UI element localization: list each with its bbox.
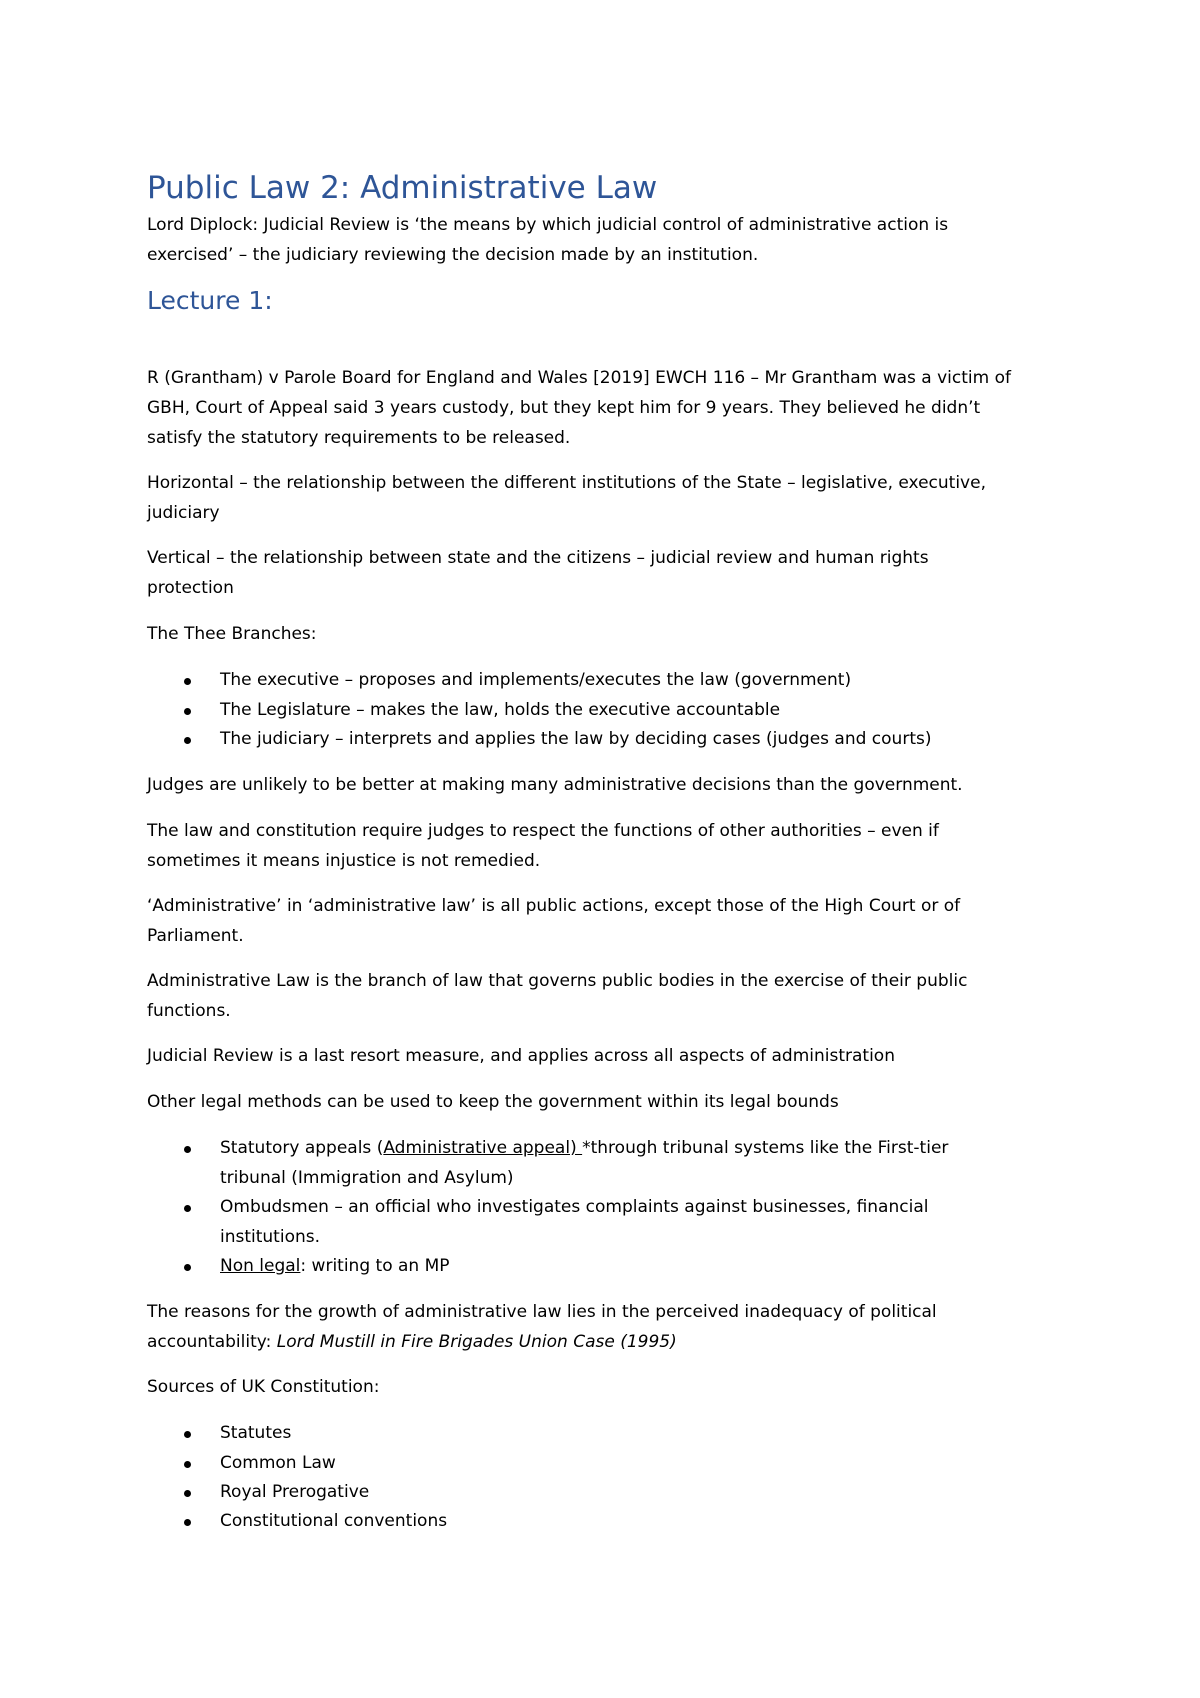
law-constitution-line-2: sometimes it means injustice is not remedied.	[147, 851, 541, 871]
list-item-statutory-appeals	[220, 1134, 948, 1164]
list-item	[220, 696, 780, 726]
admin-law-definition-line-2: functions.	[147, 1001, 231, 1021]
bullet-icon	[184, 1461, 191, 1468]
intro-line-2: exercised’ – the judiciary reviewing the decision made by an institution.	[147, 245, 759, 265]
document-title: Public Law 2: Administrative Law	[147, 170, 658, 206]
horizontal-line-2: judiciary	[147, 503, 220, 523]
vertical-line-1: Vertical – the relationship between state and the citizens – judicial review and human rights	[147, 548, 929, 568]
growth-line-2	[147, 1328, 677, 1358]
lecture-heading: Lecture 1:	[147, 286, 273, 315]
non-legal-underlined: Non legal	[220, 1256, 301, 1276]
statutory-line-2: tribunal (Immigration and Asylum)	[220, 1168, 514, 1188]
bullet-icon	[184, 1264, 191, 1271]
law-constitution-line-1: The law and constitution require judges to respect the functions of other authorities – even if	[147, 821, 939, 841]
sources-heading: Sources of UK Constitution:	[147, 1377, 380, 1397]
administrative-appeal-underlined: Administrative appeal)	[383, 1138, 583, 1158]
statutory-prefix: Statutory appeals (	[220, 1138, 384, 1158]
growth-line-1: The reasons for the growth of administrative law lies in the perceived inadequacy of political	[147, 1302, 937, 1322]
list-item-text: The judiciary – interprets and applies the law by deciding cases (judges and courts)	[220, 729, 932, 749]
list-item-continuation	[220, 1223, 320, 1253]
judges-paragraph: Judges are unlikely to be better at making many administrative decisions than the government.	[147, 775, 963, 795]
case-line-3: satisfy the statutory requirements to be released.	[147, 428, 571, 448]
list-item	[220, 725, 931, 755]
list-item-text: The executive – proposes and implements/executes the law (government)	[220, 670, 852, 690]
bullet-icon	[184, 1519, 191, 1526]
list-item-text: Constitutional conventions	[220, 1511, 448, 1531]
intro-line-1: Lord Diplock: Judicial Review is ‘the means by which judicial control of administrative action is	[147, 215, 949, 235]
list-item-text: Royal Prerogative	[220, 1482, 370, 1502]
list-item-text: Statutes	[220, 1423, 292, 1443]
statutory-suffix: *through tribunal systems like the First-tier	[582, 1138, 949, 1158]
list-item-continuation	[220, 1164, 514, 1194]
judicial-review-last-resort: Judicial Review is a last resort measure, and applies across all aspects of administration	[147, 1046, 895, 1066]
list-item-text: Common Law	[220, 1453, 336, 1473]
administrative-meaning-line-1: ‘Administrative’ in ‘administrative law’ is all public actions, except those of the High Court or of	[147, 896, 961, 916]
admin-law-definition-line-1: Administrative Law is the branch of law that governs public bodies in the exercise of their public	[147, 971, 968, 991]
list-item	[220, 1478, 369, 1508]
horizontal-line-1: Horizontal – the relationship between the different institutions of the State – legislative, executive,	[147, 473, 986, 493]
list-item	[220, 666, 851, 696]
growth-line-2-prefix: accountability:	[147, 1332, 277, 1352]
case-citation-italic: Lord Mustill in Fire Brigades Union Case (1995)	[276, 1332, 677, 1352]
bullet-icon	[184, 1205, 191, 1212]
list-item	[220, 1449, 336, 1479]
other-methods-paragraph: Other legal methods can be used to keep the government within its legal bounds	[147, 1092, 839, 1112]
branches-heading: The Thee Branches:	[147, 624, 317, 644]
bullet-icon	[184, 708, 191, 715]
bullet-icon	[184, 678, 191, 685]
list-item	[220, 1419, 291, 1449]
administrative-meaning-line-2: Parliament.	[147, 926, 244, 946]
non-legal-suffix: : writing to an MP	[300, 1256, 450, 1276]
list-item-ombudsmen	[220, 1193, 928, 1223]
ombudsmen-line-1: Ombudsmen – an official who investigates complaints against businesses, financial	[220, 1197, 929, 1217]
case-line-2: GBH, Court of Appeal said 3 years custody, but they kept him for 9 years. They believed he didn’t	[147, 398, 981, 418]
bullet-icon	[184, 1490, 191, 1497]
case-line-1: R (Grantham) v Parole Board for England and Wales [2019] EWCH 116 – Mr Grantham was a victim of	[147, 368, 1011, 388]
bullet-icon	[184, 737, 191, 744]
list-item-non-legal	[220, 1252, 450, 1282]
list-item	[220, 1507, 447, 1537]
ombudsmen-line-2: institutions.	[220, 1227, 321, 1247]
bullet-icon	[184, 1146, 191, 1153]
bullet-icon	[184, 1431, 191, 1438]
vertical-line-2: protection	[147, 578, 234, 598]
list-item-text: The Legislature – makes the law, holds the executive accountable	[220, 700, 781, 720]
